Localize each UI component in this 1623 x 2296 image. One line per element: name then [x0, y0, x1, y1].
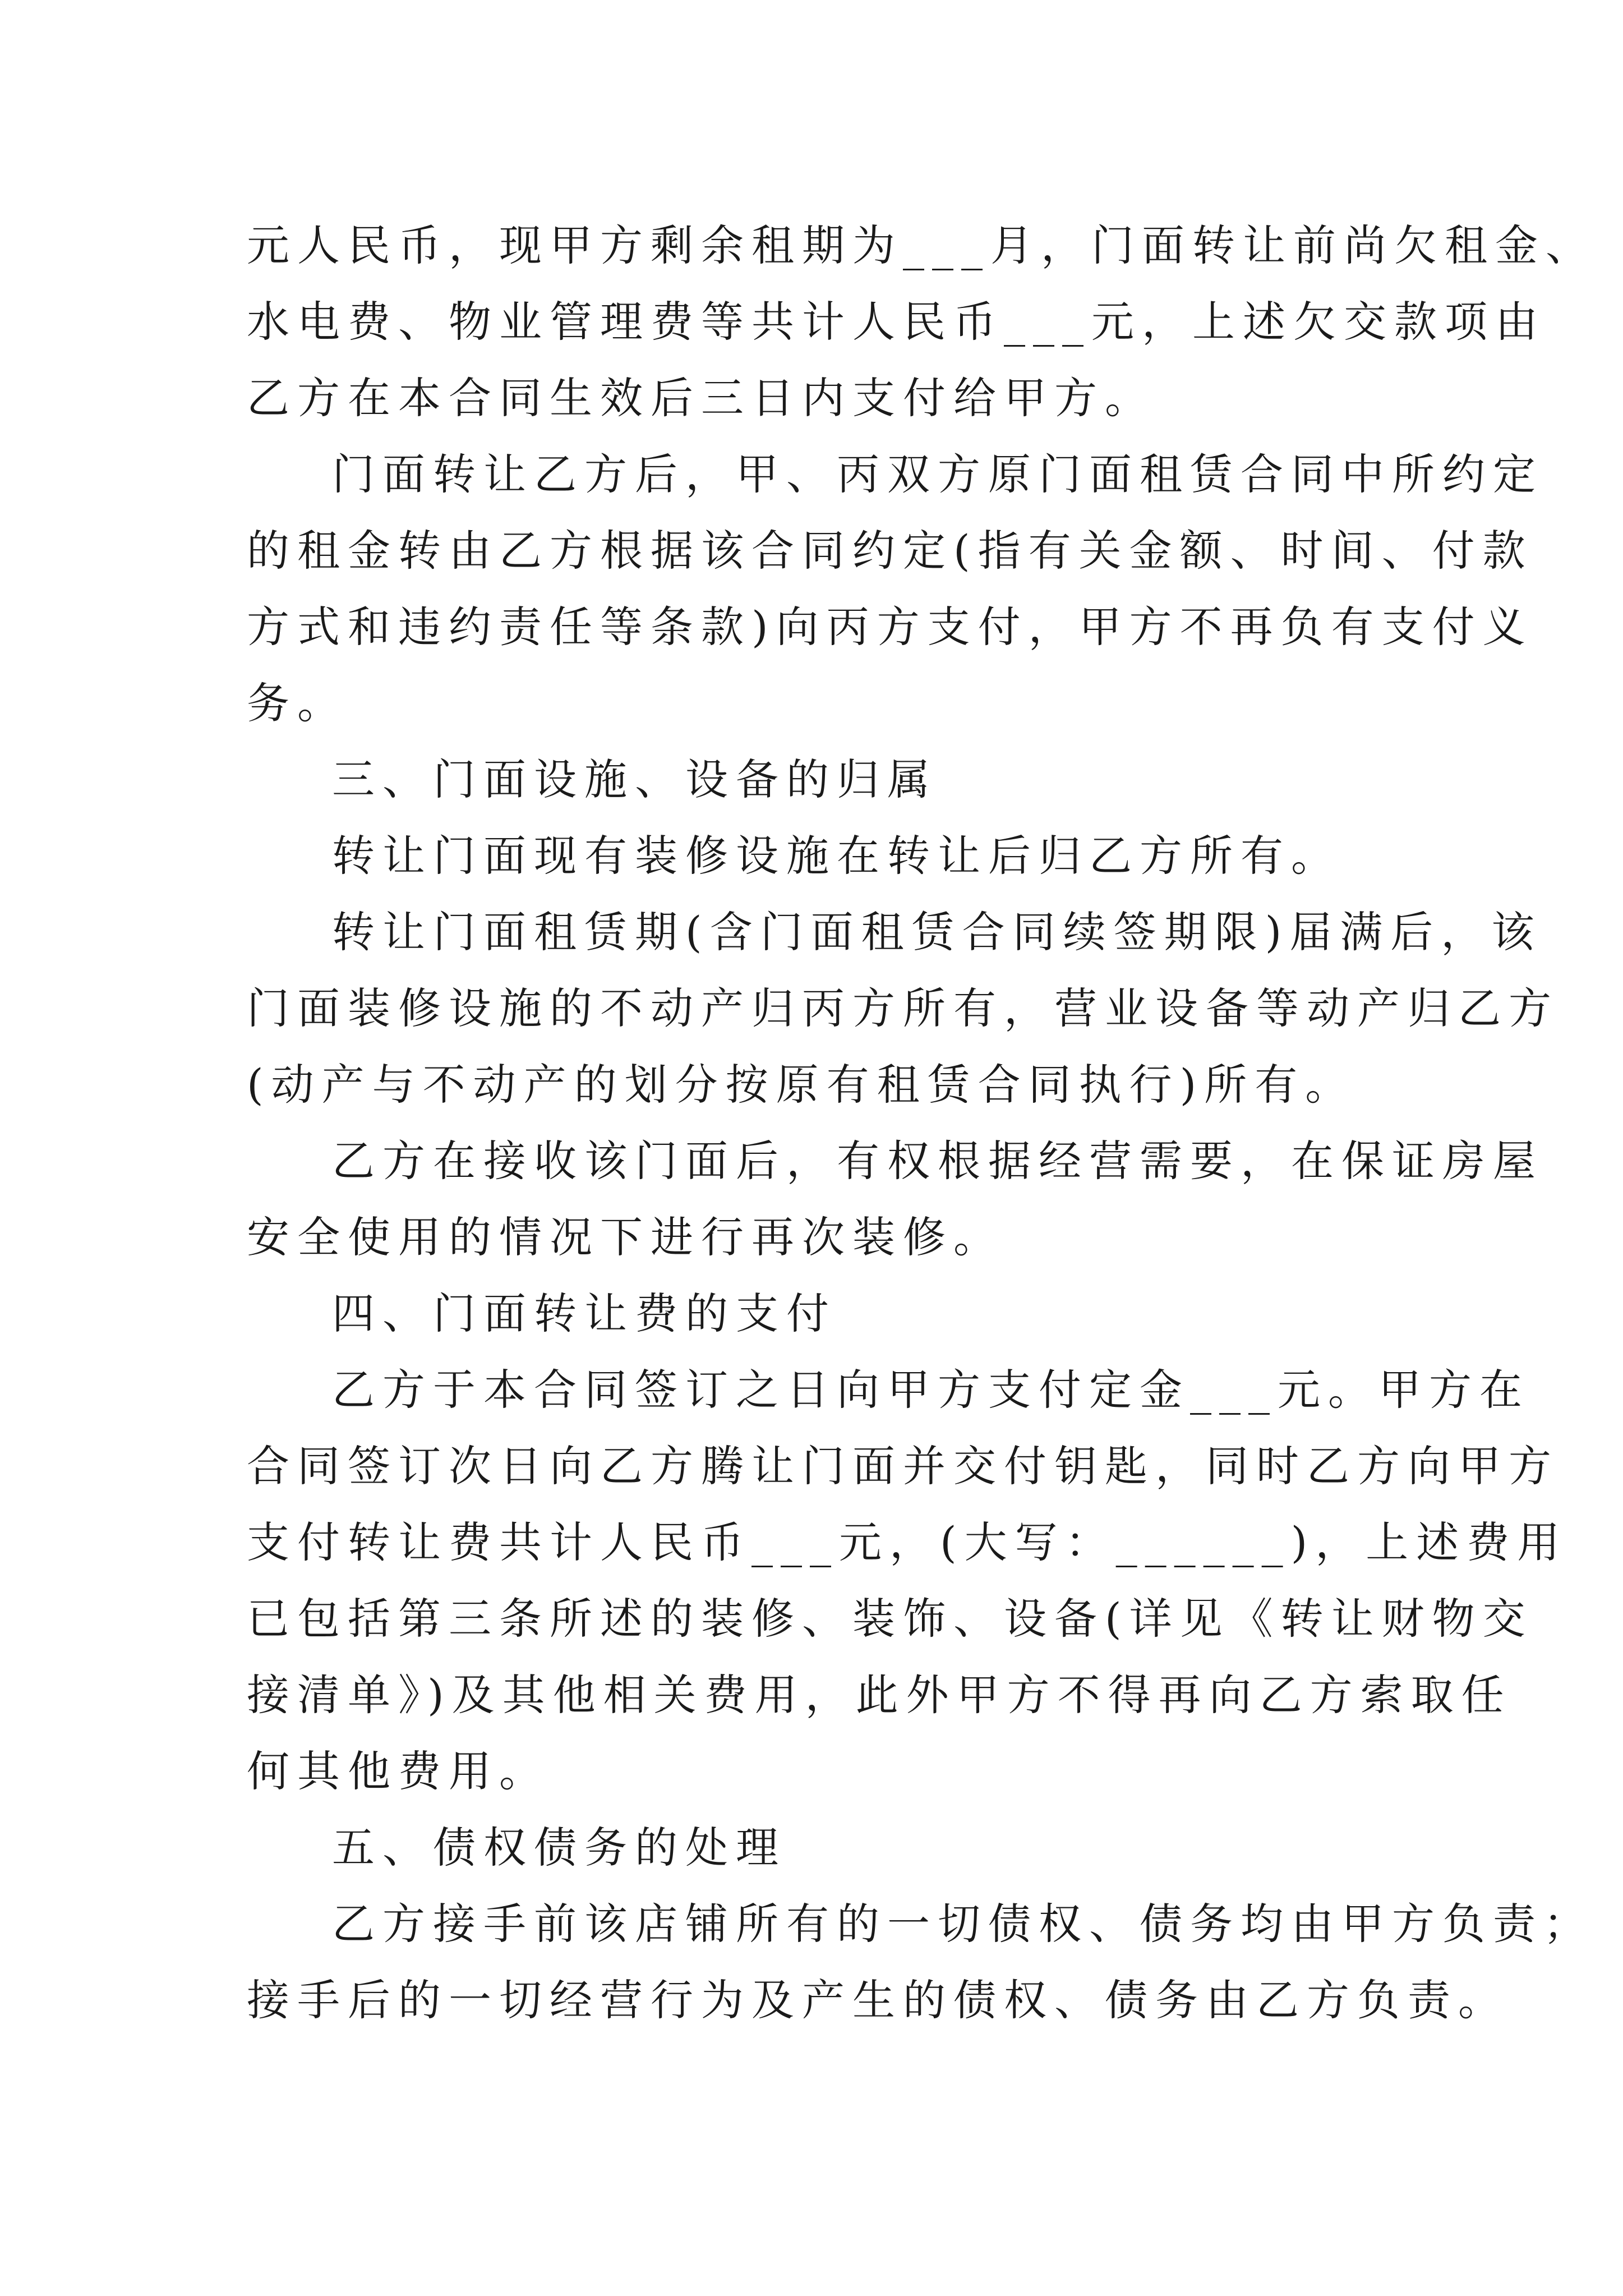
body-line-10: 转让门面租赁期(含门面租赁合同续签期限)届满后，该: [332, 907, 1542, 957]
body-line-7: 务。: [247, 678, 348, 728]
section-heading-3: 三、门面设施、设备的归属: [332, 754, 938, 804]
body-line-19: 已包括第三条所述的装修、装饰、设备(详见《转让财物交: [247, 1594, 1533, 1644]
body-line-11: 门面装修设施的不动产归丙方所有，营业设备等动产归乙方: [247, 983, 1559, 1033]
body-line-17: 合同签订次日向乙方腾让门面并交付钥匙，同时乙方向甲方: [247, 1441, 1559, 1491]
body-line-2: 水电费、物业管理费等共计人民币___元，上述欠交款项由: [247, 297, 1546, 347]
body-line-3: 乙方在本合同生效后三日内支付给甲方。: [247, 373, 1155, 423]
body-line-18: 支付转让费共计人民币___元，(大写：______)，上述费用: [247, 1517, 1568, 1567]
body-line-20: 接清单》)及其他相关费用，此外甲方不得再向乙方索取任: [247, 1670, 1512, 1720]
body-line-4: 门面转让乙方后，甲、丙双方原门面租赁合同中所约定: [332, 449, 1543, 499]
body-line-12: (动产与不动产的划分按原有租赁合同执行)所有。: [247, 1060, 1356, 1110]
body-line-21: 何其他费用。: [247, 1746, 550, 1796]
body-line-14: 安全使用的情况下进行再次装修。: [247, 1212, 1004, 1262]
body-line-13: 乙方在接收该门面后，有权根据经营需要，在保证房屋: [332, 1136, 1543, 1186]
body-line-1: 元人民币，现甲方剩余租期为___月，门面转让前尚欠租金、: [247, 220, 1596, 270]
document-page: [247, 208, 1596, 2039]
body-line-23: 乙方接手前该店铺所有的一切债权、债务均由甲方负责；: [332, 1899, 1594, 1949]
body-line-6: 方式和违约责任等条款)向丙方支付，甲方不再负有支付义: [247, 602, 1533, 652]
body-line-24: 接手后的一切经营行为及产生的债权、债务由乙方负责。: [247, 1975, 1509, 2025]
section-heading-4: 四、门面转让费的支付: [332, 1289, 837, 1338]
section-heading-5: 五、债权债务的处理: [332, 1823, 786, 1872]
body-line-9: 转让门面现有装修设施在转让后归乙方所有。: [332, 831, 1341, 881]
body-line-5: 的租金转由乙方根据该合同约定(指有关金额、时间、付款: [247, 526, 1533, 576]
body-line-16: 乙方于本合同签订之日向甲方支付定金___元。甲方在: [332, 1365, 1530, 1415]
